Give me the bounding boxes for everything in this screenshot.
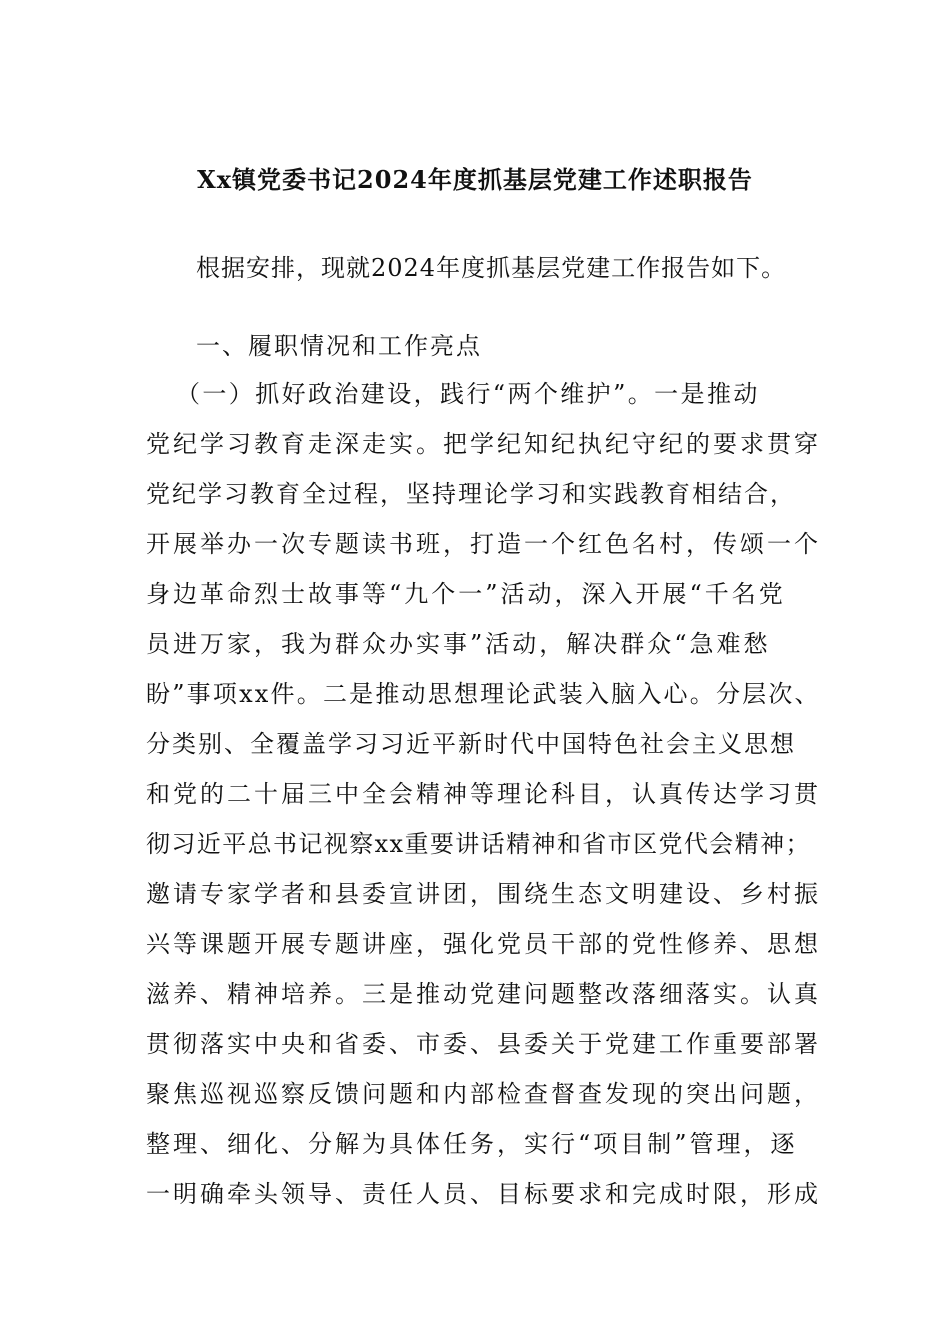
paragraph-line: 开展举办一次专题读书班，打造一个红色名村，传颂一个 bbox=[146, 530, 821, 558]
paragraph-line: 贯彻落实中央和省委、市委、县委关于党建工作重要部署 bbox=[146, 1030, 821, 1058]
paragraph-line: 一明确牵头领导、责任人员、目标要求和完成时限，形成 bbox=[146, 1180, 821, 1208]
paragraph-line: 和党的二十届三中全会精神等理论科目，认真传达学习贯 bbox=[146, 780, 821, 808]
paragraph-line: 员进万家，我为群众办实事”活动，解决群众“急难愁 bbox=[146, 630, 771, 658]
paragraph-line: 根据安排，现就2024年度抓基层党建工作报告如下。 bbox=[196, 254, 787, 282]
paragraph-line: 身边革命烈士故事等“九个一”活动，深入开展“千名党 bbox=[146, 580, 786, 608]
paragraph-line: 整理、细化、分解为具体任务，实行“项目制”管理，逐 bbox=[146, 1130, 798, 1158]
paragraph-line: 盼”事项xx件。二是推动思想理论武装入脑入心。分层次、 bbox=[146, 680, 821, 708]
paragraph-line: 分类别、全覆盖学习习近平新时代中国特色社会主义思想 bbox=[146, 730, 796, 758]
document-title: Xx镇党委书记2024年度抓基层党建工作述职报告 bbox=[197, 165, 753, 194]
paragraph-line: 邀请专家学者和县委宣讲团，围绕生态文明建设、乡村振 bbox=[146, 880, 821, 908]
paragraph-line: 兴等课题开展专题讲座，强化党员干部的党性修养、思想 bbox=[146, 930, 821, 958]
section-heading: 一、履职情况和工作亮点 bbox=[196, 332, 482, 360]
paragraph-line: （一）抓好政治建设，践行“两个维护”。一是推动 bbox=[176, 380, 760, 408]
paragraph-line: 党纪学习教育走深走实。把学纪知纪执纪守纪的要求贯穿 bbox=[146, 430, 821, 458]
paragraph-line: 彻习近平总书记视察xx重要讲话精神和省市区党代会精神； bbox=[146, 830, 811, 858]
paragraph-line: 滋养、精神培养。三是推动党建问题整改落细落实。认真 bbox=[146, 980, 821, 1008]
paragraph-line: 党纪学习教育全过程，坚持理论学习和实践教育相结合， bbox=[146, 480, 796, 508]
paragraph-line: 聚焦巡视巡察反馈问题和内部检查督查发现的突出问题， bbox=[146, 1080, 821, 1108]
